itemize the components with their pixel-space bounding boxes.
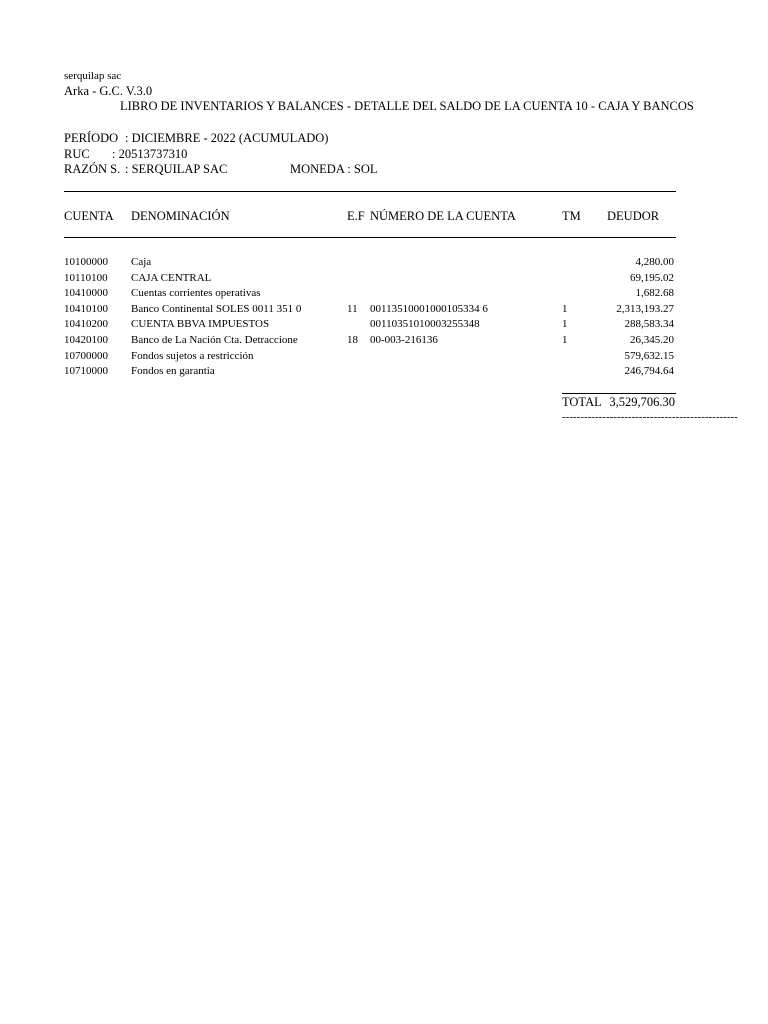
cell-cuenta: 10410200 <box>64 318 108 331</box>
cell-tm: 1 <box>562 318 568 331</box>
cell-ef: 11 <box>347 302 358 315</box>
report-title: LIBRO DE INVENTARIOS Y BALANCES - DETALLE DEL SALDO DE LA CUENTA 10 - CAJA Y BANCOS <box>120 99 694 113</box>
cell-deudor: 579,632.15 <box>624 349 674 362</box>
cell-denominacion: Cuentas corrientes operativas <box>131 287 261 300</box>
cell-tm: 1 <box>562 334 568 346</box>
col-tm: TM <box>562 209 581 223</box>
cell-denominacion: Banco Continental SOLES 0011 351 0 <box>131 302 302 315</box>
cell-numero: 00113510001000105334 6 <box>370 302 488 315</box>
periodo-label: PERÍODO <box>64 131 119 145</box>
cell-deudor: 246,794.64 <box>624 365 674 378</box>
ruc-label: RUC <box>64 147 90 161</box>
total-divider <box>562 393 676 394</box>
divider-header <box>64 237 676 238</box>
cell-cuenta: 10700000 <box>64 349 108 362</box>
cell-cuenta: 10710000 <box>64 365 108 378</box>
moneda: MONEDA : SOL <box>290 162 378 176</box>
cell-deudor: 1,682.68 <box>635 287 674 300</box>
cell-cuenta: 10410000 <box>64 287 108 300</box>
cell-cuenta: 10110100 <box>64 271 108 284</box>
cell-denominacion: Fondos en garantia <box>131 365 215 378</box>
col-denominacion: DENOMINACIÓN <box>131 209 230 223</box>
col-cuenta: CUENTA <box>64 209 114 223</box>
cell-deudor: 26,345.20 <box>630 334 674 346</box>
cell-deudor: 69,195.02 <box>630 271 674 284</box>
cell-cuenta: 10100000 <box>64 256 108 268</box>
cell-denominacion: CAJA CENTRAL <box>131 271 212 284</box>
col-ef: E.F <box>347 209 365 223</box>
cell-numero: 00-003-216136 <box>370 334 438 346</box>
cell-denominacion: Fondos sujetos a restricción <box>131 349 254 362</box>
total-label: TOTAL <box>562 395 602 409</box>
cell-cuenta: 10420100 <box>64 334 108 346</box>
cell-denominacion: CUENTA BBVA IMPUESTOS <box>131 318 270 331</box>
total-underline: ------------------------------------------------ <box>562 411 738 423</box>
cell-numero: 00110351010003255348 <box>370 318 480 331</box>
software-version: Arka - G.C. V.3.0 <box>64 84 153 98</box>
divider-top <box>64 191 676 192</box>
cell-deudor: 2,313,193.27 <box>616 302 674 315</box>
cell-ef: 18 <box>347 334 358 346</box>
total-deudor: 3,529,706.30 <box>609 395 675 409</box>
cell-deudor: 288,583.34 <box>624 318 674 331</box>
cell-denominacion: Caja <box>131 256 152 268</box>
cell-tm: 1 <box>562 302 568 315</box>
razon-label: RAZÓN S. <box>64 162 121 176</box>
cell-cuenta: 10410100 <box>64 302 108 315</box>
cell-denominacion: Banco de La Nación Cta. Detraccione <box>131 334 298 346</box>
col-numero: NÚMERO DE LA CUENTA <box>370 209 516 223</box>
company-name: serquilap sac <box>64 70 122 82</box>
ruc-value: : 20513737310 <box>112 147 188 161</box>
periodo-value: : DICIEMBRE - 2022 (ACUMULADO) <box>125 131 329 145</box>
cell-deudor: 4,280.00 <box>635 256 674 268</box>
col-deudor: DEUDOR <box>607 209 660 223</box>
razon-value: : SERQUILAP SAC <box>125 162 228 176</box>
